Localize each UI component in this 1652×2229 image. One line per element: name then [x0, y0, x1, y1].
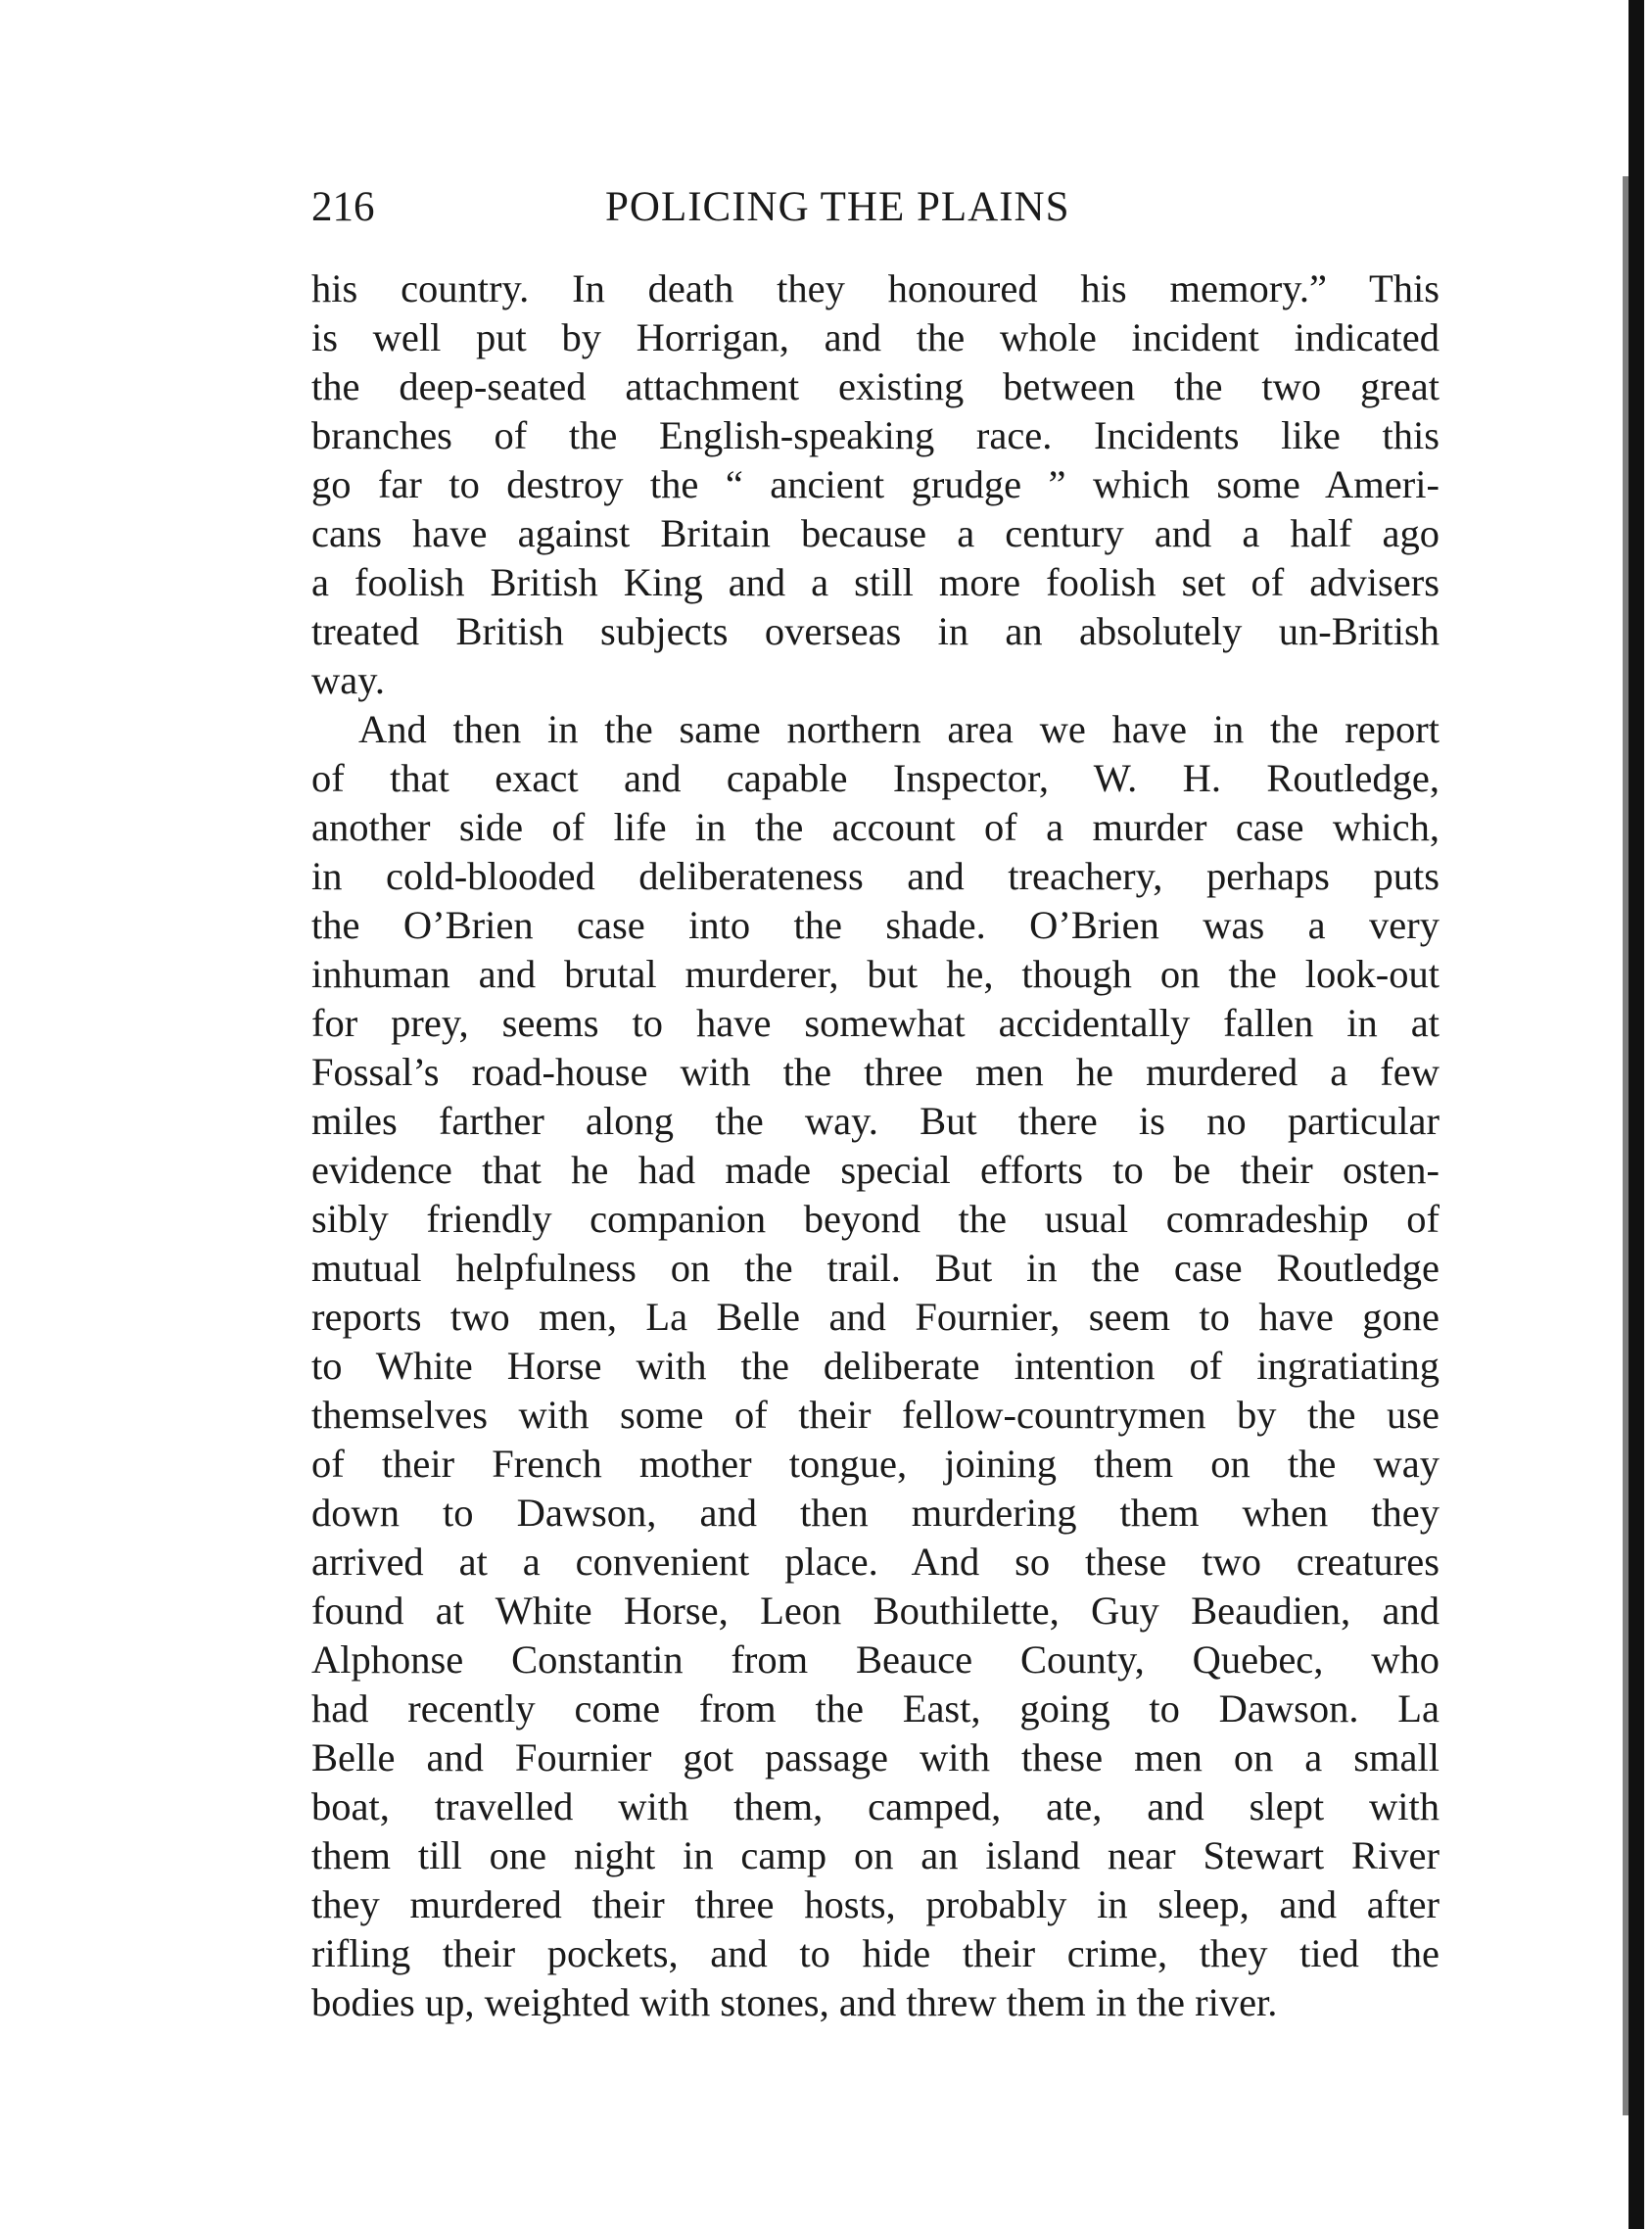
text-line: boat, travelled with them, camped, ate, and slept with: [311, 1784, 1440, 1828]
body-text: [311, 264, 1440, 2027]
text-line: the deep-seated attachment existing between the two great: [311, 364, 1440, 408]
text-line: for prey, seems to have somewhat accidentally fallen in at: [311, 1001, 1440, 1045]
text-line: branches of the English-speaking race. Incidents like this: [311, 413, 1440, 457]
binding-bar: [1628, 0, 1644, 2229]
text-line: treated British subjects overseas in an absolutely un-British: [311, 609, 1440, 653]
text-line: inhuman and brutal murderer, but he, though on the look-out: [311, 952, 1440, 996]
text-line: Fossal’s road-house with the three men he murdered a few: [311, 1050, 1440, 1094]
text-line: them till one night in camp on an island near Stewart River: [311, 1833, 1440, 1877]
text-line: themselves with some of their fellow-countrymen by the use: [311, 1393, 1440, 1437]
text-line: And then in the same northern area we have in the report: [358, 707, 1440, 751]
text-line: cans have against Britain because a century and a half ago: [311, 511, 1440, 555]
text-line: down to Dawson, and then murdering them when they: [311, 1491, 1440, 1535]
text-line: of that exact and capable Inspector, W. H. Routledge,: [311, 756, 1440, 800]
text-line: evidence that he had made special efforts to be their osten-: [311, 1148, 1440, 1192]
text-line: had recently come from the East, going to Dawson. La: [311, 1686, 1440, 1731]
text-line: is well put by Horrigan, and the whole incident indicated: [311, 315, 1440, 359]
text-line: mutual helpfulness on the trail. But in the case Routledge: [311, 1246, 1440, 1290]
text-line: Alphonse Constantin from Beauce County, Quebec, who: [311, 1637, 1440, 1682]
text-line: to White Horse with the deliberate intention of ingratiating: [311, 1344, 1440, 1388]
text-line: Belle and Fournier got passage with these men on a small: [311, 1735, 1440, 1779]
text-line: reports two men, La Belle and Fournier, seem to have gone: [311, 1295, 1440, 1339]
text-line: a foolish British King and a still more foolish set of advisers: [311, 560, 1440, 604]
text-line: bodies up, weighted with stones, and threw them in the river.: [311, 1980, 1278, 2024]
text-line: arrived at a convenient place. And so these two creatures: [311, 1540, 1440, 1584]
text-line: they murdered their three hosts, probably in sleep, and after: [311, 1882, 1440, 1926]
text-line: the O’Brien case into the shade. O’Brien was a very: [311, 903, 1440, 947]
page-number: 216: [311, 184, 375, 230]
text-line: sibly friendly companion beyond the usual comradeship of: [311, 1197, 1440, 1241]
text-line: another side of life in the account of a murder case which,: [311, 805, 1440, 849]
text-line: found at White Horse, Leon Bouthilette, Guy Beaudien, and: [311, 1589, 1440, 1633]
text-line: his country. In death they honoured his memory.” This: [311, 266, 1440, 310]
text-line: of their French mother tongue, joining them on the way: [311, 1442, 1440, 1486]
page-binding-edge: [1623, 0, 1652, 2229]
page-header: [311, 178, 1440, 237]
text-line: way.: [311, 658, 385, 702]
running-head: POLICING THE PLAINS: [605, 184, 1070, 230]
text-line: miles farther along the way. But there is no particular: [311, 1099, 1440, 1143]
text-line: go far to destroy the “ ancient grudge ” which some Ameri-: [311, 462, 1440, 506]
text-line: rifling their pockets, and to hide their crime, they tied the: [311, 1931, 1440, 1975]
text-line: in cold-blooded deliberateness and treachery, perhaps puts: [311, 854, 1440, 898]
